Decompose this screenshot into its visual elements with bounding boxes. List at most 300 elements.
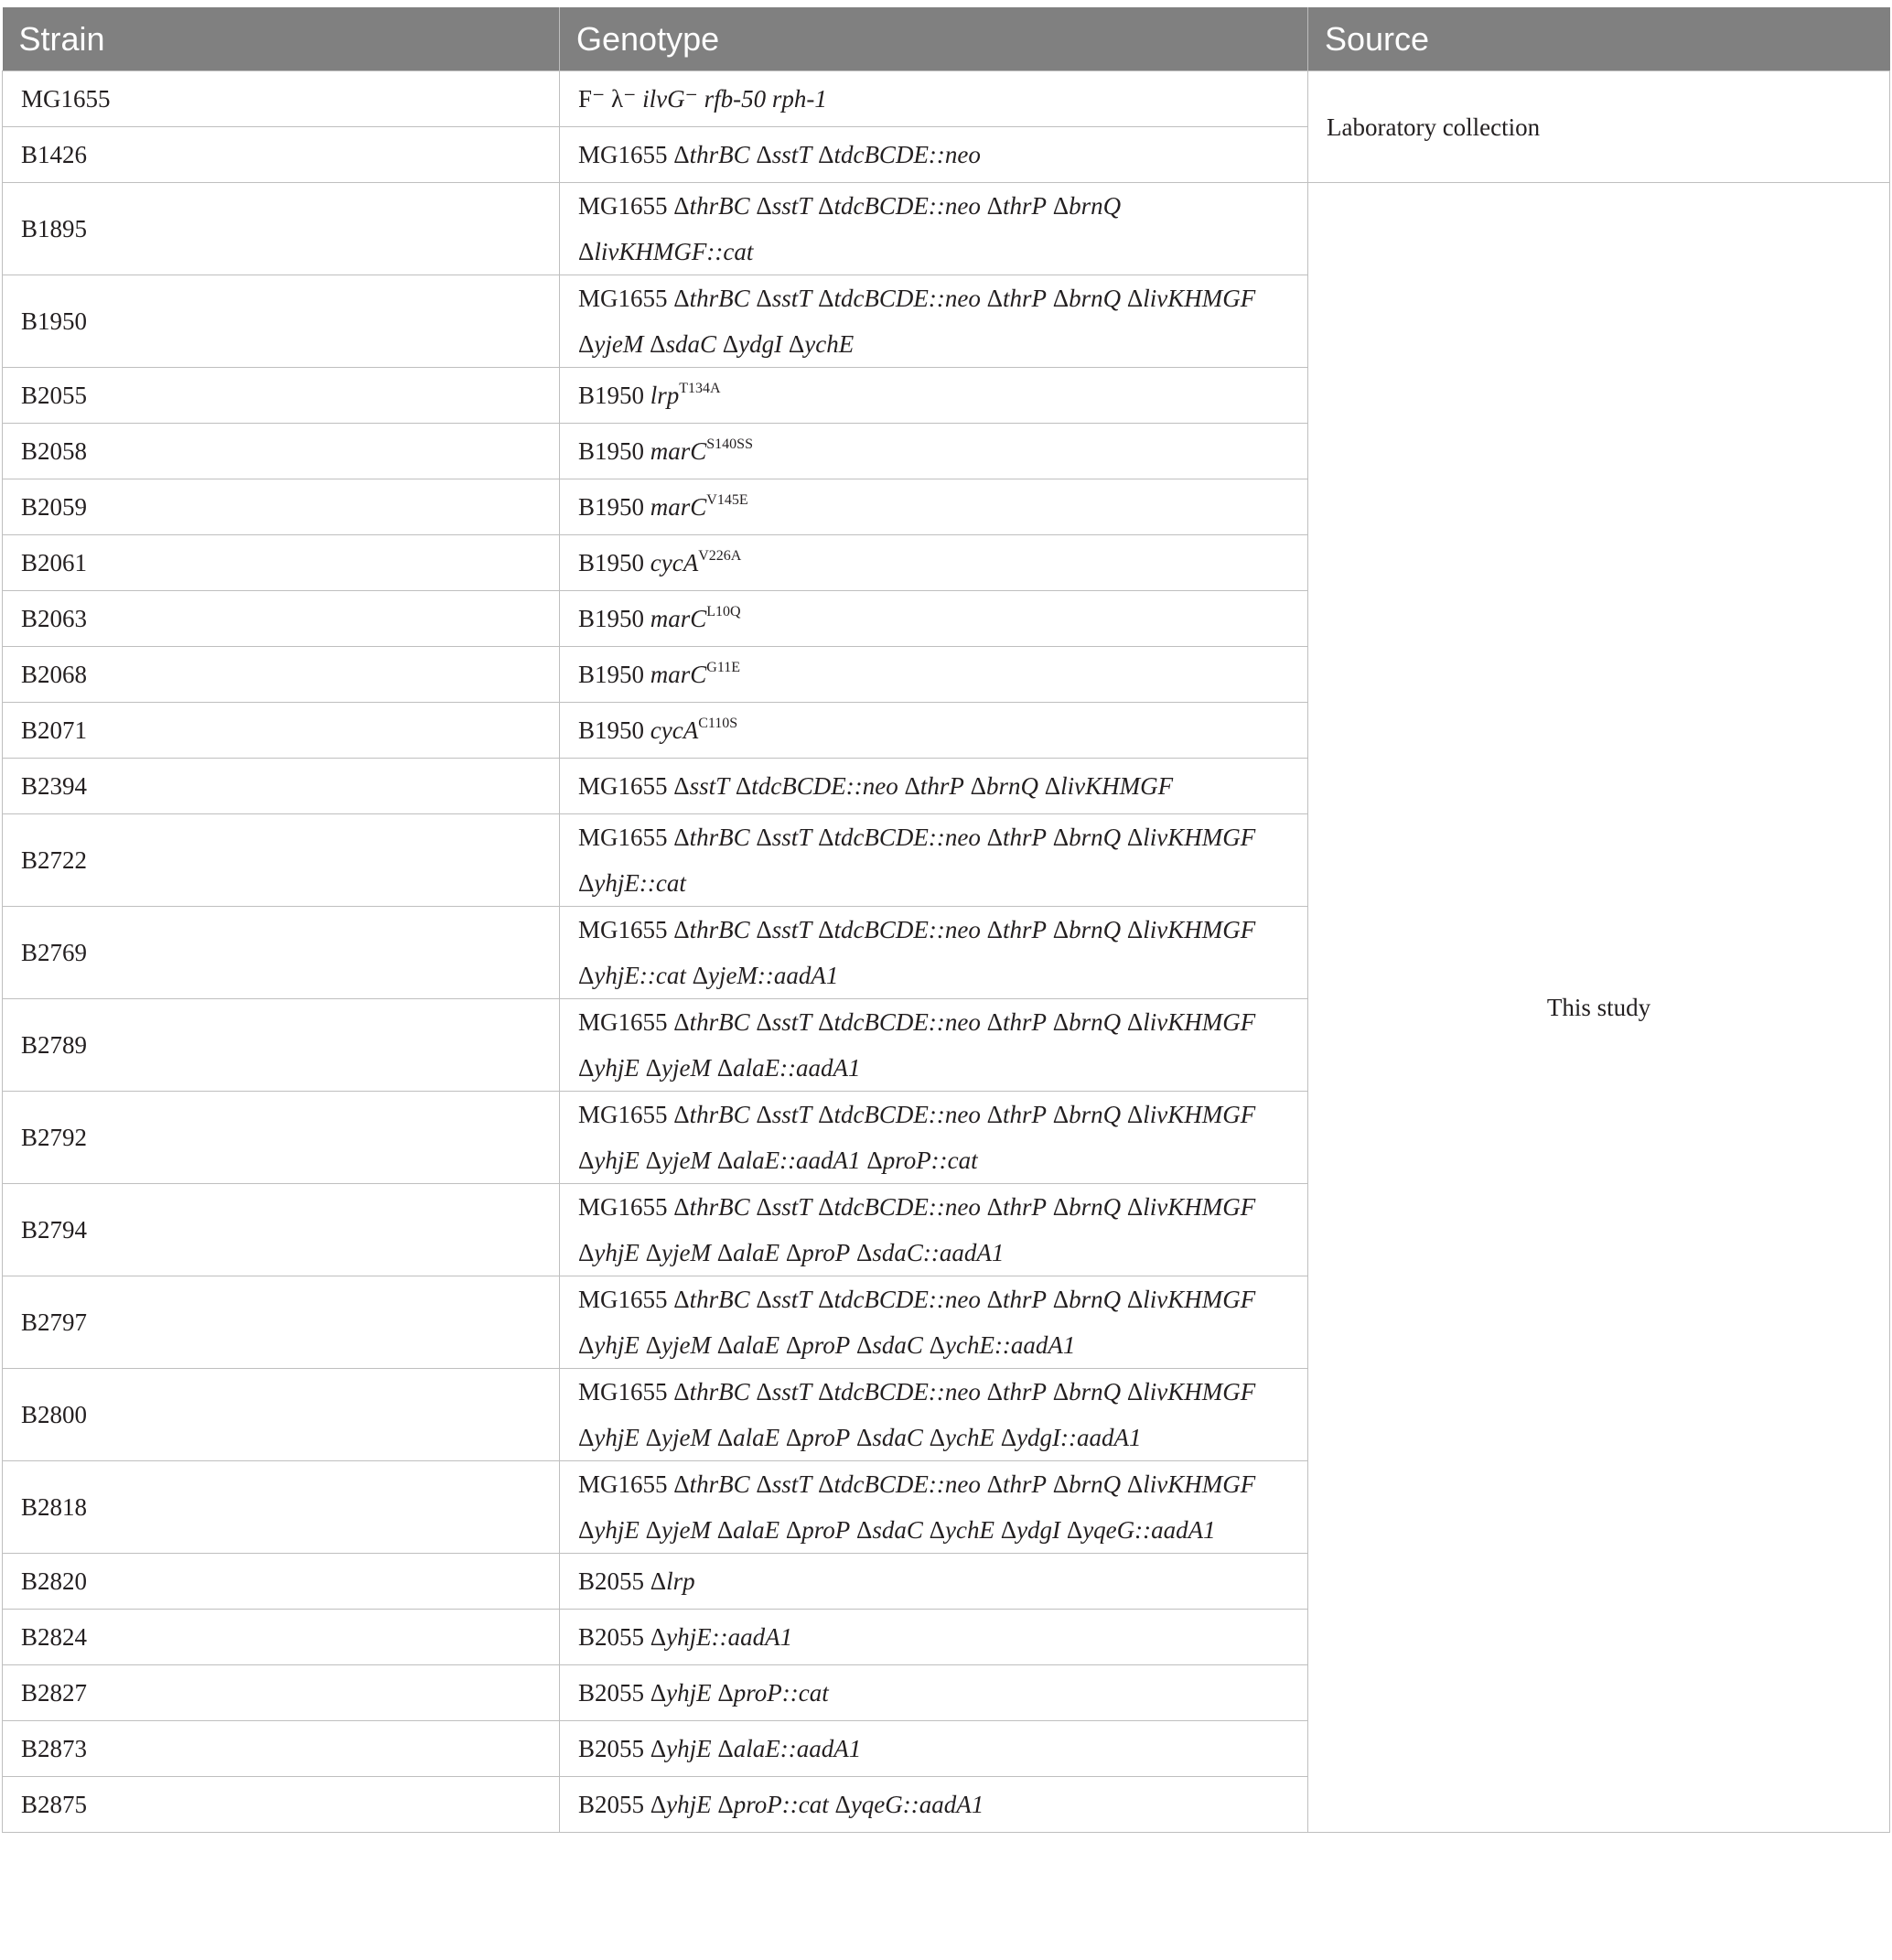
- genotype-text: thrP: [1003, 1008, 1048, 1036]
- genotype-text: Δ: [812, 285, 834, 312]
- genotype-text: tdcBCDE::neo: [833, 1193, 981, 1221]
- genotype-text: Δ: [749, 1008, 772, 1036]
- genotype-text: Δ: [749, 1470, 772, 1498]
- genotype-text: Δ: [1121, 1378, 1144, 1405]
- genotype-text: sstT: [771, 141, 812, 168]
- genotype-text: sstT: [771, 1378, 812, 1405]
- genotype-text: proP: [801, 1331, 851, 1359]
- genotype-text: B1950: [578, 716, 650, 744]
- genotype-text: proP::cat: [733, 1679, 829, 1707]
- genotype-text: B1950: [578, 549, 650, 576]
- genotype-text: sstT: [771, 824, 812, 851]
- genotype-text: lrp: [666, 1567, 695, 1595]
- genotype-text: B2055 Δ: [578, 1791, 667, 1818]
- genotype-superscript: L10Q: [706, 604, 741, 619]
- cell-genotype: [560, 1610, 1308, 1665]
- genotype-text: B1950: [578, 661, 650, 688]
- genotype-text: Δ: [729, 772, 752, 800]
- genotype-text: yhjE: [594, 1239, 640, 1266]
- genotype-text: MG1655 Δ: [578, 1378, 690, 1405]
- genotype-text: yjeM: [661, 1331, 711, 1359]
- genotype-text: Δ: [578, 1054, 595, 1082]
- genotype-text: B1950: [578, 437, 650, 465]
- genotype-text: thrBC: [689, 1193, 750, 1221]
- genotype-text: brnQ: [1069, 824, 1122, 851]
- genotype-text: Δ: [749, 1101, 772, 1128]
- genotype-text: B2055 Δ: [578, 1623, 667, 1651]
- genotype-text: yhjE: [594, 1424, 640, 1451]
- genotype-text: Δ: [922, 1516, 945, 1544]
- genotype-text: marC: [650, 605, 707, 632]
- cell-strain: B2055: [3, 368, 560, 424]
- genotype-text: Δ: [850, 1331, 873, 1359]
- genotype-text: Δ: [749, 141, 772, 168]
- genotype-text: livKHMGF: [1060, 772, 1174, 800]
- genotype-text: Δ: [578, 1516, 595, 1544]
- genotype-text: thrBC: [689, 824, 750, 851]
- cell-genotype: [560, 275, 1308, 368]
- cell-genotype: [560, 71, 1308, 127]
- genotype-text: lrp: [650, 382, 680, 409]
- genotype-text: sstT: [771, 1470, 812, 1498]
- cell-genotype: [560, 368, 1308, 424]
- cell-genotype: [560, 1665, 1308, 1721]
- genotype-text: Δ: [639, 1054, 661, 1082]
- genotype-text: yjeM: [661, 1424, 711, 1451]
- genotype-text: tdcBCDE::neo: [833, 824, 981, 851]
- cell-genotype: [560, 703, 1308, 759]
- genotype-text: Δ: [710, 1239, 734, 1266]
- genotype-text: sstT: [771, 916, 812, 943]
- genotype-text: brnQ: [1069, 916, 1122, 943]
- cell-strain: B1426: [3, 127, 560, 183]
- genotype-text: proP::cat: [733, 1791, 829, 1818]
- genotype-text: sdaC: [665, 330, 716, 358]
- genotype-text: thrBC: [689, 285, 750, 312]
- genotype-text: marC: [650, 661, 707, 688]
- genotype-text: yhjE: [594, 1331, 640, 1359]
- genotype-text: Δ: [578, 1331, 595, 1359]
- genotype-text: Δ: [980, 1378, 1004, 1405]
- genotype-text: alaE::aadA1: [733, 1147, 861, 1174]
- genotype-text: Δ: [711, 1791, 734, 1818]
- genotype-text: livKHMGF: [1143, 1286, 1256, 1313]
- genotype-text: MG1655 Δ: [578, 1470, 690, 1498]
- genotype-text: Δ: [711, 1735, 734, 1762]
- genotype-text: Δ: [1121, 1286, 1144, 1313]
- genotype-text: Δ: [963, 772, 987, 800]
- cell-genotype: [560, 479, 1308, 535]
- genotype-text: livKHMGF: [1143, 916, 1256, 943]
- genotype-text: Δ: [1047, 1378, 1070, 1405]
- genotype-text: Δ: [1047, 1193, 1070, 1221]
- genotype-text: yjeM: [594, 330, 644, 358]
- genotype-text: MG1655 Δ: [578, 824, 690, 851]
- genotype-text: yqeG::aadA1: [850, 1791, 984, 1818]
- genotype-text: Δ: [710, 1147, 734, 1174]
- cell-strain: B2824: [3, 1610, 560, 1665]
- genotype-text: thrP: [1003, 285, 1048, 312]
- genotype-text: Δ: [716, 330, 739, 358]
- genotype-text: yjeM: [661, 1239, 711, 1266]
- genotype-text: Δ: [922, 1424, 945, 1451]
- cell-strain: B2818: [3, 1461, 560, 1554]
- genotype-text: sdaC: [872, 1516, 923, 1544]
- genotype-text: Δ: [639, 1331, 661, 1359]
- cell-strain: B2827: [3, 1665, 560, 1721]
- cell-strain: B2059: [3, 479, 560, 535]
- genotype-text: B2055 Δ: [578, 1735, 667, 1762]
- genotype-text: Δ: [980, 1101, 1004, 1128]
- genotype-text: Δ: [578, 962, 595, 989]
- genotype-text: yjeM: [661, 1516, 711, 1544]
- cell-strain: B2875: [3, 1777, 560, 1833]
- genotype-text: Δ: [711, 1679, 734, 1707]
- cell-strain: B2769: [3, 907, 560, 999]
- cell-genotype: [560, 424, 1308, 479]
- header-strain: Strain: [3, 7, 560, 71]
- genotype-superscript: V226A: [698, 548, 742, 564]
- cell-strain: B2061: [3, 535, 560, 591]
- genotype-text: yhjE::aadA1: [666, 1623, 793, 1651]
- genotype-text: Δ: [812, 916, 834, 943]
- genotype-text: alaE: [733, 1424, 780, 1451]
- genotype-text: sdaC: [872, 1424, 923, 1451]
- cell-strain: B2394: [3, 759, 560, 814]
- genotype-text: yjeM: [661, 1054, 711, 1082]
- genotype-text: Δ: [812, 824, 834, 851]
- genotype-text: tdcBCDE::neo: [833, 141, 981, 168]
- genotype-text: Δ: [639, 1516, 661, 1544]
- genotype-text: ychE: [944, 1424, 994, 1451]
- cell-genotype: [560, 1276, 1308, 1369]
- genotype-text: ilvG⁻ rfb-50 rph-1: [642, 85, 827, 113]
- genotype-text: MG1655 Δ: [578, 772, 690, 800]
- genotype-text: tdcBCDE::neo: [833, 285, 981, 312]
- genotype-text: alaE::aadA1: [733, 1054, 861, 1082]
- cell-strain: B2071: [3, 703, 560, 759]
- genotype-text: thrP: [919, 772, 964, 800]
- genotype-text: brnQ: [1069, 1101, 1122, 1128]
- genotype-text: Δ: [673, 141, 690, 168]
- genotype-text: Δ: [578, 238, 595, 265]
- cell-genotype: [560, 1092, 1308, 1184]
- genotype-text: thrBC: [689, 1470, 750, 1498]
- header-source: Source: [1308, 7, 1890, 71]
- genotype-text: MG1655 Δ: [578, 1193, 690, 1221]
- genotype-text: brnQ: [986, 772, 1039, 800]
- genotype-text: yhjE: [594, 1147, 640, 1174]
- genotype-text: Δ: [1047, 916, 1070, 943]
- genotype-text: B2055 Δ: [578, 1679, 667, 1707]
- genotype-text: Δ: [980, 916, 1004, 943]
- genotype-superscript: C110S: [698, 716, 738, 731]
- genotype-text: MG1655 Δ: [578, 285, 690, 312]
- genotype-text: yhjE: [666, 1791, 712, 1818]
- genotype-text: Δ: [812, 1286, 834, 1313]
- genotype-text: thrP: [1003, 824, 1048, 851]
- genotype-text: Δ: [749, 1378, 772, 1405]
- genotype-text: Δ: [850, 1424, 873, 1451]
- genotype-text: tdcBCDE::neo: [751, 772, 898, 800]
- genotype-text: Δ: [1121, 824, 1144, 851]
- table-header: [3, 7, 1890, 71]
- genotype-text: Δ: [749, 1193, 772, 1221]
- genotype-text: Δ: [812, 1101, 834, 1128]
- cell-genotype: [560, 1721, 1308, 1777]
- genotype-text: Δ: [850, 1516, 873, 1544]
- genotype-text: alaE: [733, 1239, 780, 1266]
- genotype-text: Δ: [779, 1516, 802, 1544]
- genotype-text: brnQ: [1069, 192, 1122, 220]
- genotype-text: sstT: [771, 1286, 812, 1313]
- genotype-text: sstT: [771, 1193, 812, 1221]
- genotype-text: yhjE::cat: [594, 962, 686, 989]
- cell-genotype: [560, 1554, 1308, 1610]
- genotype-text: Δ: [1121, 1193, 1144, 1221]
- cell-genotype: [560, 907, 1308, 999]
- genotype-text: B1950: [578, 493, 650, 521]
- genotype-text: Δ: [980, 824, 1004, 851]
- cell-genotype: [560, 1369, 1308, 1461]
- genotype-text: B1950: [578, 605, 650, 632]
- genotype-text: Δ: [1121, 1101, 1144, 1128]
- genotype-text: Δ: [782, 330, 805, 358]
- genotype-text: thrBC: [689, 1378, 750, 1405]
- genotype-text: Δ: [1121, 1470, 1144, 1498]
- genotype-text: Δ: [812, 1470, 834, 1498]
- genotype-text: ychE: [944, 1516, 994, 1544]
- genotype-text: thrP: [1003, 192, 1048, 220]
- cell-strain: B2722: [3, 814, 560, 907]
- genotype-text: livKHMGF: [1143, 1101, 1256, 1128]
- cell-genotype: [560, 1777, 1308, 1833]
- genotype-text: thrBC: [689, 1008, 750, 1036]
- genotype-text: F⁻ λ⁻: [578, 85, 643, 113]
- genotype-text: B1950: [578, 382, 650, 409]
- genotype-text: Δ: [994, 1516, 1017, 1544]
- genotype-text: tdcBCDE::neo: [833, 916, 981, 943]
- cell-strain: B1950: [3, 275, 560, 368]
- table-row: [3, 183, 1890, 275]
- cell-strain: B1895: [3, 183, 560, 275]
- cell-genotype: [560, 127, 1308, 183]
- genotype-text: yqeG::aadA1: [1082, 1516, 1216, 1544]
- genotype-text: sstT: [689, 772, 730, 800]
- genotype-text: MG1655 Δ: [578, 1286, 690, 1313]
- genotype-text: tdcBCDE::neo: [833, 1101, 981, 1128]
- genotype-text: livKHMGF: [1143, 285, 1256, 312]
- genotype-text: Δ: [578, 869, 595, 897]
- cell-genotype: [560, 999, 1308, 1092]
- genotype-text: B2055 Δ: [578, 1567, 667, 1595]
- genotype-text: yhjE: [594, 1054, 640, 1082]
- genotype-text: brnQ: [1069, 1470, 1122, 1498]
- genotype-text: alaE: [733, 1331, 780, 1359]
- cell-strain: B2820: [3, 1554, 560, 1610]
- genotype-text: Δ: [812, 192, 834, 220]
- genotype-text: livKHMGF::cat: [594, 238, 754, 265]
- genotype-text: livKHMGF: [1143, 1008, 1256, 1036]
- genotype-text: ydgI: [1016, 1516, 1061, 1544]
- genotype-superscript: G11E: [706, 660, 741, 675]
- genotype-text: MG1655 Δ: [578, 916, 690, 943]
- genotype-text: MG1655 Δ: [578, 192, 690, 220]
- genotype-text: thrP: [1003, 1193, 1048, 1221]
- genotype-text: marC: [650, 437, 707, 465]
- genotype-text: livKHMGF: [1143, 1378, 1256, 1405]
- genotype-text: Δ: [860, 1147, 883, 1174]
- cell-genotype: [560, 1461, 1308, 1554]
- genotype-text: Δ: [710, 1424, 734, 1451]
- genotype-text: Δ: [980, 1286, 1004, 1313]
- cell-strain: B2058: [3, 424, 560, 479]
- genotype-text: thrP: [1003, 1286, 1048, 1313]
- genotype-text: ydgI::aadA1: [1016, 1424, 1142, 1451]
- genotype-text: Δ: [639, 1424, 661, 1451]
- genotype-text: Δ: [1047, 1008, 1070, 1036]
- genotype-text: Δ: [578, 1239, 595, 1266]
- genotype-text: Δ: [639, 1147, 661, 1174]
- genotype-superscript: V145E: [706, 492, 748, 508]
- genotype-text: Δ: [812, 1008, 834, 1036]
- genotype-text: proP: [801, 1424, 851, 1451]
- cell-genotype: [560, 183, 1308, 275]
- genotype-text: thrBC: [689, 1101, 750, 1128]
- genotype-text: tdcBCDE::neo: [833, 1008, 981, 1036]
- genotype-text: proP: [801, 1239, 851, 1266]
- genotype-text: sstT: [771, 285, 812, 312]
- cell-strain: B2068: [3, 647, 560, 703]
- genotype-text: Δ: [1121, 916, 1144, 943]
- genotype-text: MG1655 Δ: [578, 1008, 690, 1036]
- genotype-text: livKHMGF: [1143, 1193, 1256, 1221]
- genotype-text: Δ: [749, 285, 772, 312]
- genotype-text: Δ: [828, 1791, 851, 1818]
- genotype-text: sstT: [771, 1008, 812, 1036]
- genotype-text: Δ: [980, 1193, 1004, 1221]
- genotype-text: cycA: [650, 549, 699, 576]
- genotype-text: livKHMGF: [1143, 824, 1256, 851]
- genotype-text: yhjE: [666, 1735, 712, 1762]
- genotype-text: tdcBCDE::neo: [833, 1378, 981, 1405]
- cell-strain: B2794: [3, 1184, 560, 1276]
- genotype-text: alaE::aadA1: [733, 1735, 862, 1762]
- genotype-text: ychE: [804, 330, 855, 358]
- genotype-text: Δ: [1121, 1008, 1144, 1036]
- genotype-text: brnQ: [1069, 1378, 1122, 1405]
- header-row: [3, 7, 1890, 71]
- genotype-text: thrBC: [689, 916, 750, 943]
- cell-source: This study: [1308, 183, 1890, 1833]
- genotype-text: Δ: [1047, 1286, 1070, 1313]
- genotype-text: Δ: [779, 1424, 802, 1451]
- genotype-text: marC: [650, 493, 707, 521]
- genotype-text: Δ: [980, 1470, 1004, 1498]
- genotype-text: alaE: [733, 1516, 780, 1544]
- genotype-text: thrBC: [689, 1286, 750, 1313]
- cell-genotype: [560, 759, 1308, 814]
- genotype-text: yhjE: [666, 1679, 712, 1707]
- genotype-text: ychE::aadA1: [944, 1331, 1076, 1359]
- genotype-text: thrBC: [689, 141, 750, 168]
- genotype-superscript: T134A: [679, 381, 721, 396]
- genotype-text: Δ: [898, 772, 920, 800]
- genotype-text: Δ: [685, 962, 708, 989]
- cell-genotype: [560, 535, 1308, 591]
- genotype-text: Δ: [850, 1239, 873, 1266]
- genotype-text: sstT: [771, 1101, 812, 1128]
- cell-genotype: [560, 591, 1308, 647]
- genotype-text: thrBC: [689, 192, 750, 220]
- genotype-text: Δ: [1047, 192, 1070, 220]
- genotype-text: sdaC: [872, 1331, 923, 1359]
- cell-strain: B2789: [3, 999, 560, 1092]
- genotype-text: tdcBCDE::neo: [833, 192, 981, 220]
- genotype-text: thrP: [1003, 1378, 1048, 1405]
- genotype-text: Δ: [779, 1239, 802, 1266]
- genotype-text: Δ: [994, 1424, 1017, 1451]
- table-row: [3, 71, 1890, 127]
- cell-genotype: [560, 647, 1308, 703]
- genotype-text: Δ: [1038, 772, 1061, 800]
- cell-strain: B2797: [3, 1276, 560, 1369]
- genotype-text: Δ: [980, 192, 1004, 220]
- genotype-text: proP: [801, 1516, 851, 1544]
- genotype-text: Δ: [710, 1054, 734, 1082]
- genotype-text: Δ: [710, 1516, 734, 1544]
- cell-strain: MG1655: [3, 71, 560, 127]
- genotype-text: yjeM::aadA1: [707, 962, 839, 989]
- cell-strain: B2800: [3, 1369, 560, 1461]
- genotype-text: Δ: [639, 1239, 661, 1266]
- cell-strain: B2792: [3, 1092, 560, 1184]
- genotype-text: brnQ: [1069, 1193, 1122, 1221]
- genotype-text: thrP: [1003, 1470, 1048, 1498]
- genotype-text: brnQ: [1069, 285, 1122, 312]
- genotype-text: Δ: [812, 141, 834, 168]
- header-genotype: Genotype: [560, 7, 1308, 71]
- genotype-text: Δ: [643, 330, 666, 358]
- genotype-text: Δ: [749, 192, 772, 220]
- genotype-superscript: S140SS: [706, 436, 753, 452]
- genotype-text: thrP: [1003, 916, 1048, 943]
- genotype-text: sdaC::aadA1: [872, 1239, 1005, 1266]
- genotype-text: ydgI: [738, 330, 783, 358]
- table-body: [3, 71, 1890, 1833]
- genotype-text: yjeM: [661, 1147, 711, 1174]
- cell-genotype: [560, 1184, 1308, 1276]
- genotype-text: Δ: [1060, 1516, 1083, 1544]
- genotype-text: cycA: [650, 716, 699, 744]
- genotype-text: Δ: [749, 1286, 772, 1313]
- genotype-text: Δ: [1047, 285, 1070, 312]
- genotype-text: Δ: [1047, 824, 1070, 851]
- genotype-text: Δ: [578, 1147, 595, 1174]
- genotype-text: tdcBCDE::neo: [833, 1470, 981, 1498]
- genotype-text: Δ: [812, 1193, 834, 1221]
- cell-strain: B2873: [3, 1721, 560, 1777]
- genotype-text: proP::cat: [882, 1147, 978, 1174]
- genotype-text: Δ: [578, 1424, 595, 1451]
- genotype-text: Δ: [578, 330, 595, 358]
- cell-genotype: [560, 814, 1308, 907]
- genotype-text: livKHMGF: [1143, 1470, 1256, 1498]
- genotype-text: MG1655: [578, 141, 674, 168]
- genotype-text: Δ: [812, 1378, 834, 1405]
- genotype-text: MG1655 Δ: [578, 1101, 690, 1128]
- cell-strain: B2063: [3, 591, 560, 647]
